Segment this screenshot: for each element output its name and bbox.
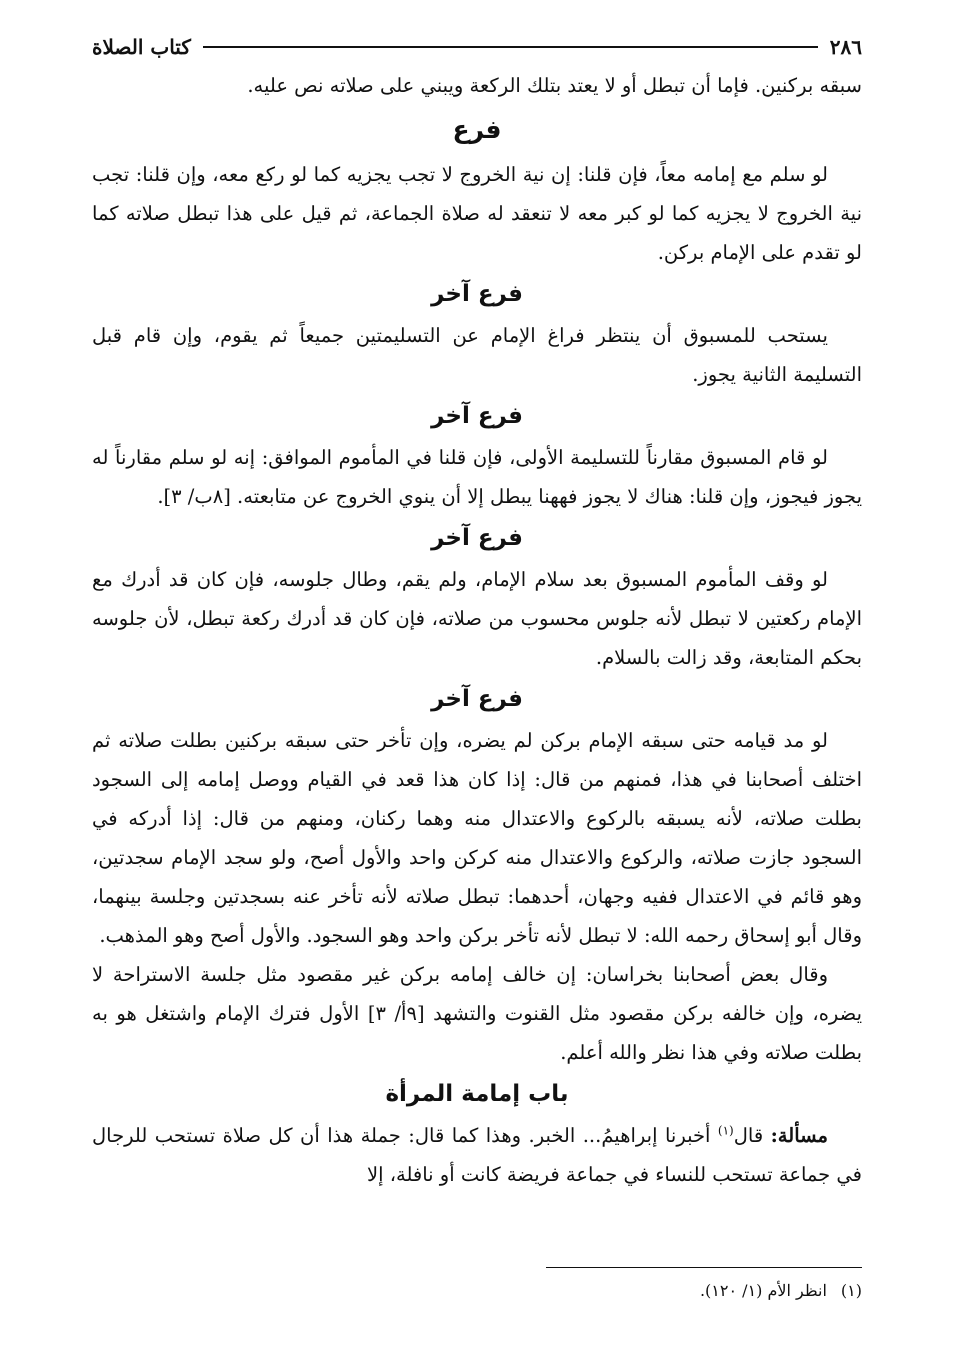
paragraph-7-part-b: أخبرنا إبراهيمُ... الخبر. وهذا كما قال: جملة هذا أن كل صلاة تستحب للرجال في جماعة تستحب للنساء في جماعة فريضة كانت أو نافلة، إلا [92, 1124, 862, 1186]
footnote-text: انظر الأم (١/ ١٢٠). [699, 1281, 827, 1300]
paragraph-7-part-a: قال [733, 1124, 764, 1147]
paragraph-3: لو قام المسبوق مقارناً للتسليمة الأولى، فإن قلنا في المأموم الموافق: إنه لو سلم مقارناً له يجوز فيجوز، وإن قلنا: هناك لا يجوز فههنا يبطل إلا أن ينوي الخروج عن متابعته. [٨ب/ ٣]. [92, 446, 862, 508]
book-page [92, 28, 862, 1194]
paragraph-4: لو وقف المأموم المسبوق بعد سلام الإمام، ولم يقم، وطال جلوسه، فإن كان قد أدرك مع الإمام ركعتين لا تبطل لأنه جلوس محسوب من صلاته، فإن كان قد أدرك ركعة تبطل، لأن جلوسه بحكم المتابعة، وقد زالت بالسلام. [92, 568, 862, 669]
running-header [92, 28, 862, 66]
paragraph-0: سبقه بركنين. فإما أن تبطل أو لا يعتد بتلك الركعة ويبني على صلاته نص عليه. [247, 74, 862, 97]
paragraph-1: لو سلم مع إمامه معاً، فإن قلنا: إن نية الخروج لا تجب يجزيه كما لو ركع معه، وإن قلنا: تجب نية الخروج لا يجزيه كما لو كبر معه لا تنعقد له صلاة الجماعة، ثم قيل على هذا تبطل صلاته كما لو تقدم على الإمام بركن. [92, 163, 862, 264]
footnote-number: (١) [840, 1281, 862, 1300]
footnote-reference[interactable]: (١) [717, 1123, 734, 1138]
paragraph-2: يستحب للمسبوق أن ينتظر فراغ الإمام عن التسليمتين جميعاً ثم يقوم، وإن قام قبل التسليمة الثانية يجوز. [92, 324, 862, 386]
section-heading-2: فرع آخر [431, 281, 523, 307]
section-heading-3: فرع آخر [431, 403, 523, 429]
section-heading-5: فرع آخر [431, 686, 523, 712]
header-rule [203, 46, 818, 48]
footnote [92, 1278, 862, 1304]
section-heading-4: فرع آخر [431, 525, 523, 551]
paragraph-5: لو مد قيامه حتى سبقه الإمام بركن لم يضره، وإن تأخر حتى سبقه بركنين بطلت صلاته ثم اختلف أصحابنا في هذا، فمنهم من قال: إذا كان هذا قعد في القيام ووصل إمامه إلى السجود بطلت صلاته، لأنه يسبقه بالركوع والاعتدال منه وهما ركنان، ومنهم من قال: إذا أدركه في السجود جازت صلاته، والركوع والاعتدال منه كركن واحد والأول أصح، ولو سجد الإمام سجدتين، وهو قائم في الاعتدال ففيه وجهان، أحدهما: تبطل صلاته لأنه تأخر عنه بسجدتين وجلسة بينهما، وقال أبو إسحاق رحمه الله: لا تبطل لأنه تأخر بركن واحد وهو السجود. والأول أصح وهو المذهب. [92, 729, 862, 947]
paragraph-7 [92, 1116, 862, 1194]
section-heading-1: فرع [452, 115, 502, 144]
page-body [92, 66, 862, 1194]
footnote-separator [546, 1267, 862, 1268]
paragraph-6: وقال بعض أصحابنا بخراسان: إن خالف إمامه بركن غير مقصود مثل جلسة الاستراحة لا يضره، وإن خالفه بركن مقصود مثل القنوت والتشهد [٩أ/ ٣] الأول فترك الإمام واشتغل هو به بطلت صلاته وفي هذا نظر والله أعلم. [92, 963, 863, 1064]
chapter-heading: باب إمامة المرأة [385, 1081, 569, 1107]
masala-label: مسألة: [770, 1124, 828, 1147]
page-number: ٢٨٦ [829, 35, 862, 59]
book-title: كتاب الصلاة [92, 35, 191, 59]
